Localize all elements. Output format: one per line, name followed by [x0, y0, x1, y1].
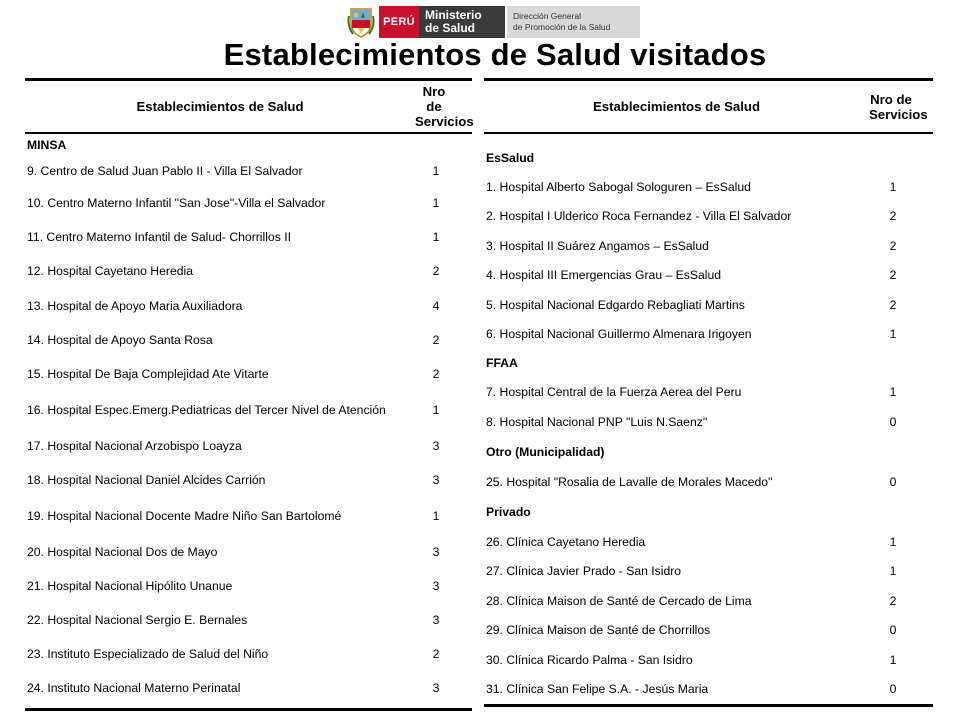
table-row [25, 288, 472, 323]
service-count: 2 [889, 238, 897, 253]
section-otro: Otro (Municipalidad) [486, 445, 605, 459]
table-row [25, 220, 472, 254]
facility-name: 25. Hospital "Rosalia de Lavalle de Morales Macedo" [486, 475, 773, 489]
facility-name: 26. Clínica Cayetano Heredia [486, 534, 646, 549]
table-row [25, 391, 472, 429]
table-row [484, 645, 933, 675]
facility-name: 19. Hospital Nacional Docente Madre Niño San Bartolomé [27, 509, 342, 523]
facility-name: 17. Hospital Nacional Arzobispo Loayza [27, 439, 242, 453]
table-row [25, 323, 472, 357]
facility-name: 2. Hospital I Ulderico Roca Fernandez - Villa El Salvador [486, 209, 792, 224]
facility-name: 18. Hospital Nacional Daniel Alcides Carrión [27, 473, 266, 487]
service-count: 3 [432, 613, 440, 627]
table-row [25, 254, 472, 288]
facility-name: 15. Hospital De Baja Complejidad Ate Vitarte [27, 367, 269, 381]
table-row [25, 497, 472, 535]
peru-coat-of-arms-icon [347, 6, 375, 38]
service-count: 0 [889, 623, 897, 638]
table-row [25, 156, 472, 186]
table-row [25, 535, 472, 569]
facility-name: 5. Hospital Nacional Edgardo Rebagliati Martins [486, 297, 745, 312]
facility-name: 28. Clínica Maison de Santé de Cercado de Lima [486, 593, 752, 608]
table-row [484, 261, 933, 291]
facility-name: 10. Centro Materno Infantil "San Jose"-Villa el Salvador [27, 196, 326, 210]
table-row [484, 527, 933, 557]
table-row [25, 186, 472, 220]
facility-name: 11. Centro Materno Infantil de Salud- Chorrillos II [27, 230, 291, 244]
direccion-badge: Dirección General de Promoción de la Salud [505, 6, 640, 38]
service-count: 0 [889, 415, 897, 429]
facility-name: 12. Hospital Cayetano Heredia [27, 264, 193, 278]
service-count: 2 [889, 593, 897, 608]
table-row [25, 569, 472, 603]
service-count: 4 [432, 298, 440, 313]
service-count: 3 [432, 473, 440, 487]
table-row [484, 290, 933, 320]
section-ffaa: FFAA [486, 356, 518, 370]
facility-name: 3. Hospital II Suárez Angamos – EsSalud [486, 238, 709, 253]
facility-name: 6. Hospital Nacional Guillermo Almenara Irigoyen [486, 327, 752, 342]
facility-name: 30. Clínica Ricardo Palma - San Isidro [486, 652, 693, 667]
section-essalud: EsSalud [486, 151, 535, 165]
service-count: 3 [432, 439, 440, 453]
service-count: 3 [432, 579, 440, 593]
table-row [25, 603, 472, 637]
service-count: 3 [432, 681, 440, 695]
service-count: 1 [432, 230, 440, 244]
minsa-table [25, 78, 472, 711]
facility-name: 8. Hospital Nacional PNP "Luis N.Saenz" [486, 415, 708, 429]
facility-name: 1. Hospital Alberto Sabogal Sologuren – EsSalud [486, 179, 751, 194]
service-count: 2 [889, 209, 897, 224]
section-privado: Privado [486, 505, 531, 519]
service-count: 2 [432, 333, 440, 347]
table-row [25, 357, 472, 391]
table-row [484, 202, 933, 232]
facility-name: 16. Hospital Espec.Emerg.Pediatricas del Tercer Nivel de Atención [27, 403, 386, 417]
section-minsa: MINSA [27, 138, 67, 152]
service-count: 1 [889, 652, 897, 667]
page-title: Establecimientos de Salud visitados [223, 37, 767, 72]
service-count: 1 [889, 564, 897, 579]
table-row [484, 557, 933, 587]
table-header [484, 81, 933, 132]
table-row [484, 586, 933, 616]
facility-name: 7. Hospital Central de la Fuerza Aerea del Peru [486, 385, 742, 399]
facility-name: 4. Hospital III Emergencias Grau – EsSalud [486, 268, 722, 283]
service-count: 1 [889, 385, 897, 399]
facility-name: 21. Hospital Nacional Hipólito Unanue [27, 579, 233, 593]
facility-name: 22. Hospital Nacional Sergio E. Bernales [27, 613, 248, 627]
facility-name: 24. Instituto Nacional Materno Perinatal [27, 681, 241, 695]
table-row [25, 429, 472, 463]
service-count: 1 [432, 196, 440, 210]
ministerio-badge: Ministerio de Salud [419, 6, 505, 38]
facility-name: 31. Clínica San Felipe S.A. - Jesús Maria [486, 682, 709, 697]
facility-name: 20. Hospital Nacional Dos de Mayo [27, 545, 218, 559]
table-bottom-rule [25, 708, 472, 711]
table-row [25, 637, 472, 671]
facility-name: 14. Hospital de Apoyo Santa Rosa [27, 333, 213, 347]
facility-name: 27. Clínica Javier Prado - San Isidro [486, 564, 682, 579]
service-count: 1 [432, 164, 440, 178]
table-row [25, 671, 472, 705]
table-header [25, 81, 472, 132]
table-row [484, 675, 933, 705]
service-count: 1 [889, 534, 897, 549]
service-count: 2 [889, 297, 897, 312]
service-count: 1 [889, 327, 897, 342]
col-count-header: Nro de Servicios [869, 91, 928, 122]
col-name-header: Establecimientos de Salud [136, 99, 304, 114]
service-count: 2 [432, 367, 440, 381]
service-count: 0 [889, 475, 897, 489]
service-count: 3 [432, 545, 440, 559]
service-count: 1 [889, 179, 897, 194]
table-row [484, 407, 933, 437]
table-row [484, 231, 933, 261]
table-row [484, 172, 933, 202]
other-providers-table [484, 78, 933, 707]
col-name-header: Establecimientos de Salud [592, 99, 761, 114]
table-bottom-rule [484, 704, 933, 707]
service-count: 2 [889, 268, 897, 283]
service-count: 1 [432, 403, 440, 417]
table-row [484, 467, 933, 497]
facility-name: 23. Instituto Especializado de Salud del Niño [27, 647, 269, 661]
service-count: 1 [432, 509, 440, 523]
table-row [484, 377, 933, 407]
service-count: 2 [432, 264, 440, 278]
facility-name: 13. Hospital de Apoyo Maria Auxiliadora [27, 298, 243, 313]
table-row [484, 616, 933, 646]
service-count: 0 [889, 682, 897, 697]
peru-badge: PERÚ [379, 6, 419, 38]
header-logos [347, 6, 640, 38]
facility-name: 29. Clínica Maison de Santé de Chorrillos [486, 623, 711, 638]
col-count-header: Nro de Servicios [415, 84, 474, 129]
table-row [25, 463, 472, 497]
facility-name: 9. Centro de Salud Juan Pablo II - Villa El Salvador [27, 164, 303, 178]
service-count: 2 [432, 647, 440, 661]
table-row [484, 320, 933, 350]
